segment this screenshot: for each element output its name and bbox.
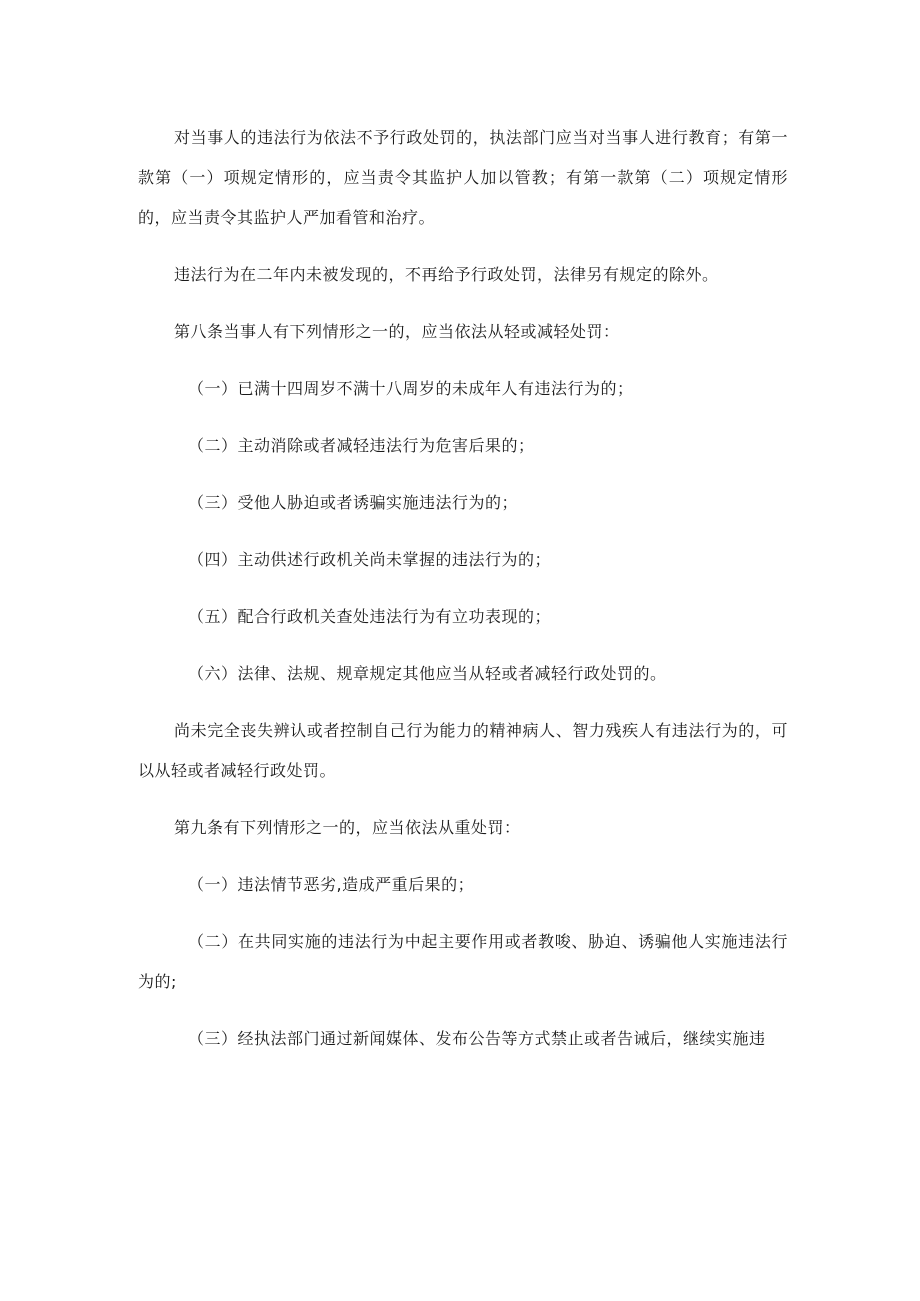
article-9-item-3: （三）经执法部门通过新闻媒体、发布公告等方式禁止或者告诫后，继续实施违	[188, 1029, 766, 1048]
article-8-item-5: （五）配合行政机关查处违法行为有立功表现的；	[188, 607, 552, 626]
article-9-item-2: （二）在共同实施的违法行为中起主要作用或者教唆、胁迫、诱骗他人实施违法行为的;	[138, 932, 788, 991]
paragraph-mental-illness: 尚未完全丧失辨认或者控制自己行为能力的精神病人、智力残疾人有违法行为的，可以从轻或者减轻行政处罚。	[138, 721, 788, 780]
article-9-item-1: （一）违法情节恶劣,造成严重后果的；	[188, 875, 475, 894]
document-body	[138, 118, 788, 1076]
paragraph-two-year-limit: 违法行为在二年内未被发现的，不再给予行政处罚，法律另有规定的除外。	[174, 265, 719, 284]
article-8-item-4: （四）主动供述行政机关尚未掌握的违法行为的；	[188, 550, 552, 569]
article-8-item-2: （二）主动消除或者减轻违法行为危害后果的；	[188, 436, 535, 455]
paragraph-education-guardian: 对当事人的违法行为依法不予行政处罚的，执法部门应当对当事人进行教育；有第一款第（一）项规定情形的，应当责令其监护人加以管教；有第一款第（二）项规定情形的，应当责令其监护人严加看管和治疗。	[138, 128, 788, 227]
article-8-item-1: （一）已满十四周岁不满十八周岁的未成年人有违法行为的；	[188, 379, 634, 398]
article-9-heading: 第九条有下列情形之一的，应当依法从重处罚：	[174, 818, 521, 837]
article-8-item-6: （六）法律、法规、规章规定其他应当从轻或者减轻行政处罚的。	[188, 664, 667, 683]
article-8-heading: 第八条当事人有下列情形之一的，应当依法从轻或减轻处罚：	[174, 322, 620, 341]
article-8-item-3: （三）受他人胁迫或者诱骗实施违法行为的；	[188, 493, 519, 512]
